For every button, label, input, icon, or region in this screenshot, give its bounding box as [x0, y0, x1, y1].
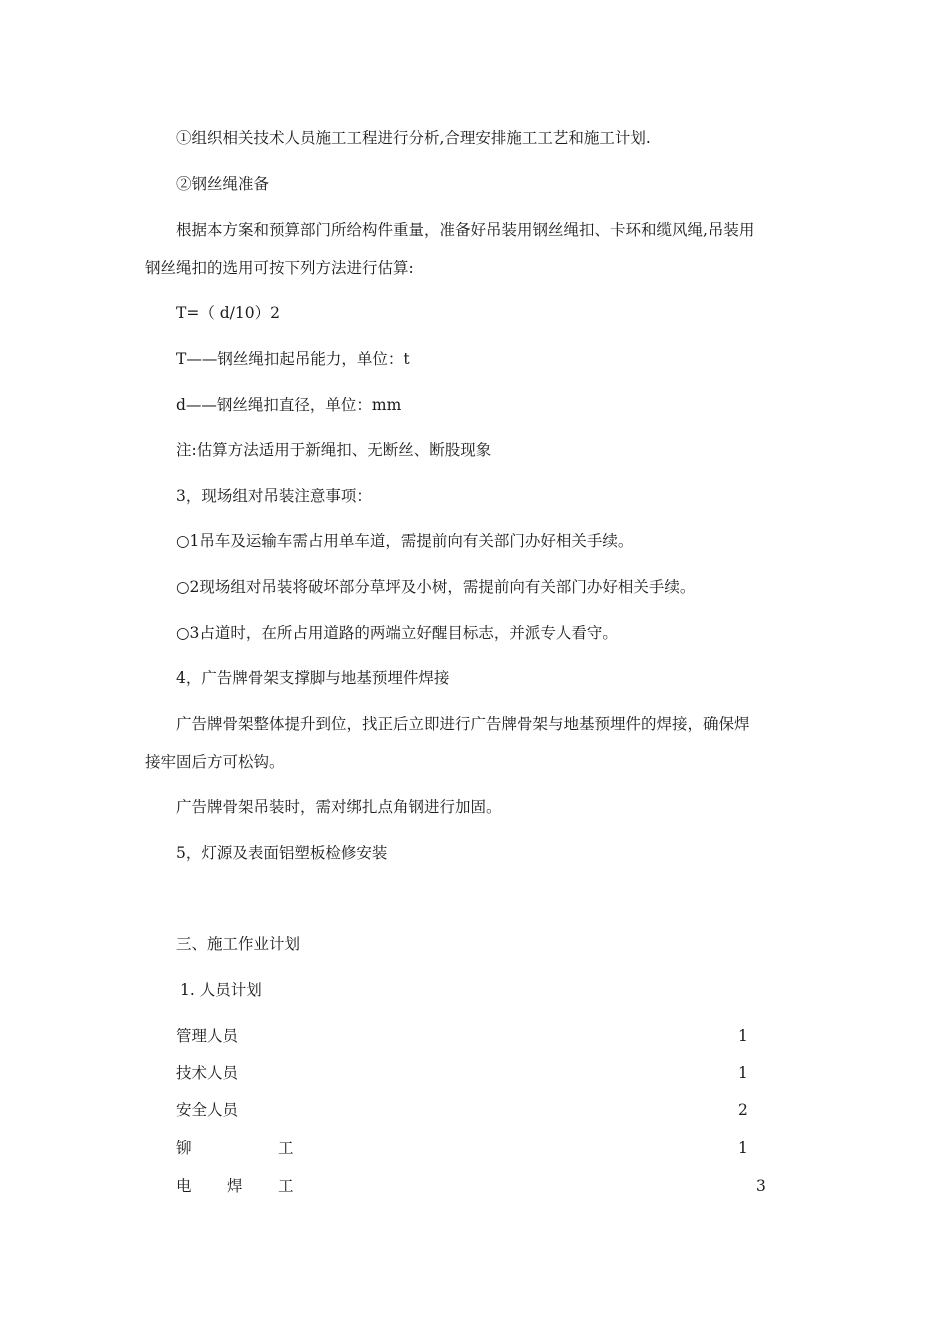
staff-count: 1 [738, 1139, 748, 1157]
staff-role: 管理人员 [176, 1027, 239, 1045]
note-estimate: 注:估算方法适用于新绳扣、无断丝、断股现象 [176, 441, 492, 459]
list-item-1: ○1吊车及运输车需占用单车道，需提前向有关部门办好相关手续。 [176, 532, 634, 550]
paragraph-welding-line1: 广告牌骨架整体提升到位，找正后立即进行广告牌骨架与地基预埋件的焊接，确保焊 [176, 715, 750, 733]
staff-role: 安全人员 [176, 1101, 239, 1119]
heading-wire-rope-prep: ②钢丝绳准备 [176, 175, 270, 193]
paragraph-welding-line2: 接牢固后方可松钩。 [145, 753, 285, 771]
list-item-3: ○3占道时，在所占用道路的两端立好醒目标志，并派专人看守。 [176, 624, 618, 642]
paragraph-wire-rope-line2: 钢丝绳扣的选用可按下列方法进行估算: [145, 259, 414, 277]
staff-count: 3 [756, 1177, 766, 1195]
staff-count: 1 [738, 1064, 748, 1082]
definition-d: d——钢丝绳扣直径，单位：mm [176, 396, 402, 414]
section-title: 三、施工作业计划 [176, 935, 301, 953]
paragraph-analysis: ①组织相关技术人员施工工程进行分析,合理安排施工工艺和施工计划. [176, 129, 651, 147]
staff-role-part: 铆 [176, 1139, 192, 1157]
staff-role-part: 焊 [227, 1177, 243, 1195]
formula: T=（ d/10）2 [176, 304, 280, 322]
heading-welding: 4，广告牌骨架支撑脚与地基预埋件焊接 [176, 669, 450, 687]
staff-role: 技术人员 [176, 1064, 239, 1082]
heading-lighting: 5，灯源及表面铝塑板检修安装 [176, 844, 388, 862]
staff-count: 1 [738, 1027, 748, 1045]
definition-t: T——钢丝绳扣起吊能力，单位：t [176, 350, 410, 368]
paragraph-wire-rope-line1: 根据本方案和预算部门所给构件重量，准备好吊装用钢丝绳扣、卡环和缆风绳,吊装用 [176, 221, 755, 239]
section-subtitle: 1. 人员计划 [180, 981, 262, 999]
heading-assembly-notes: 3，现场组对吊装注意事项： [176, 487, 372, 505]
staff-role-part: 工 [278, 1177, 294, 1195]
paragraph-reinforce: 广告牌骨架吊装时，需对绑扎点角钢进行加固。 [176, 798, 502, 816]
staff-role-part: 电 [176, 1177, 192, 1195]
list-item-2: ○2现场组对吊装将破坏部分草坪及小树，需提前向有关部门办好相关手续。 [176, 578, 696, 596]
staff-role-part: 工 [278, 1139, 294, 1157]
staff-count: 2 [738, 1101, 748, 1119]
